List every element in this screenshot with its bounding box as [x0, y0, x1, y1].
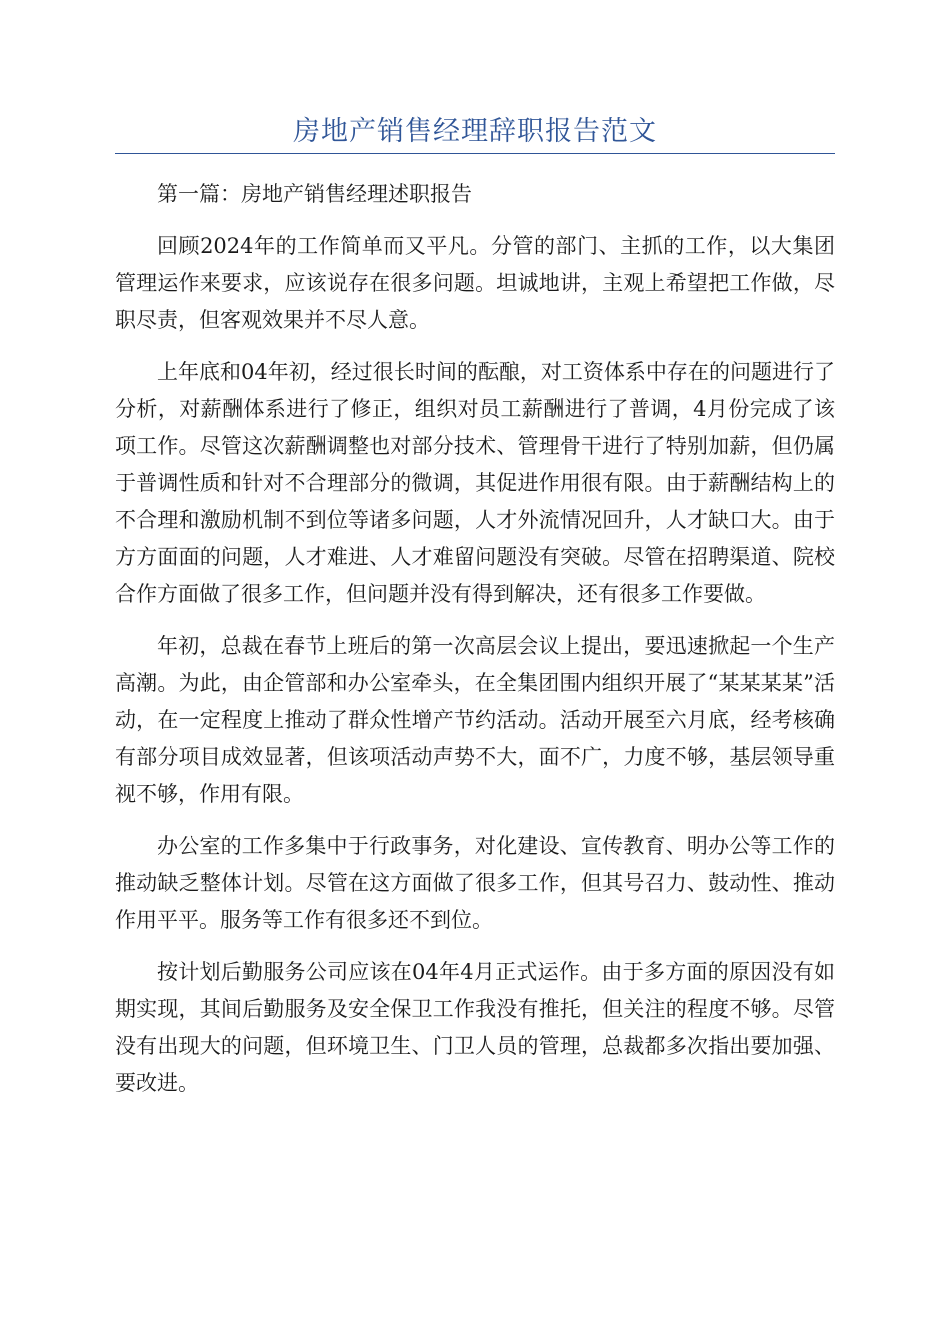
paragraph: 按计划后勤服务公司应该在04年4月正式运作。由于多方面的原因没有如期实现，其间后勤服务及安全保卫工作我没有推托，但关注的程度不够。尽管没有出现大的问题，但环境卫生、门卫人员的管理，总裁都多次指出要加强、要改进。 [115, 960, 835, 1095]
paragraph: 回顾2024年的工作简单而又平凡。分管的部门、主抓的工作，以大集团管理运作来要求，应该说存在很多问题。坦诚地讲，主观上希望把工作做，尽职尽责，但客观效果并不尽人意。 [115, 234, 835, 332]
title-underline [115, 153, 835, 154]
paragraph: 年初，总裁在春节上班后的第一次高层会议上提出，要迅速掀起一个生产高潮。为此，由企管部和办公室牵头，在全集团围内组织开展了“某某某某”活动，在一定程度上推动了群众性增产节约活动。活动开展至六月底，经考核确有部分项目成效显著，但该项活动声势不大，面不广，力度不够，基层领导重视不够，作用有限。 [115, 634, 835, 806]
document-title: 房地产销售经理辞职报告范文 [293, 116, 657, 147]
document-body [115, 176, 835, 1117]
paragraph: 办公室的工作多集中于行政事务，对化建设、宣传教育、明办公等工作的推动缺乏整体计划。尽管在这方面做了很多工作，但其号召力、鼓动性、推动作用平平。服务等工作有很多还不到位。 [115, 834, 835, 932]
paragraph: 上年底和04年初，经过很长时间的酝酿，对工资体系中存在的问题进行了分析，对薪酬体系进行了修正，组织对员工薪酬进行了普调，4月份完成了该项工作。尽管这次薪酬调整也对部分技术、管理骨干进行了特别加薪，但仍属于普调性质和针对不合理部分的微调，其促进作用很有限。由于薪酬结构上的不合理和激励机制不到位等诸多问题，人才外流情况回升，人才缺口大。由于方方面面的问题，人才难进、人才难留问题没有突破。尽管在招聘渠道、院校合作方面做了很多工作，但问题并没有得到解决，还有很多工作要做。 [115, 360, 835, 606]
section-heading: 第一篇：房地产销售经理述职报告 [157, 182, 472, 206]
